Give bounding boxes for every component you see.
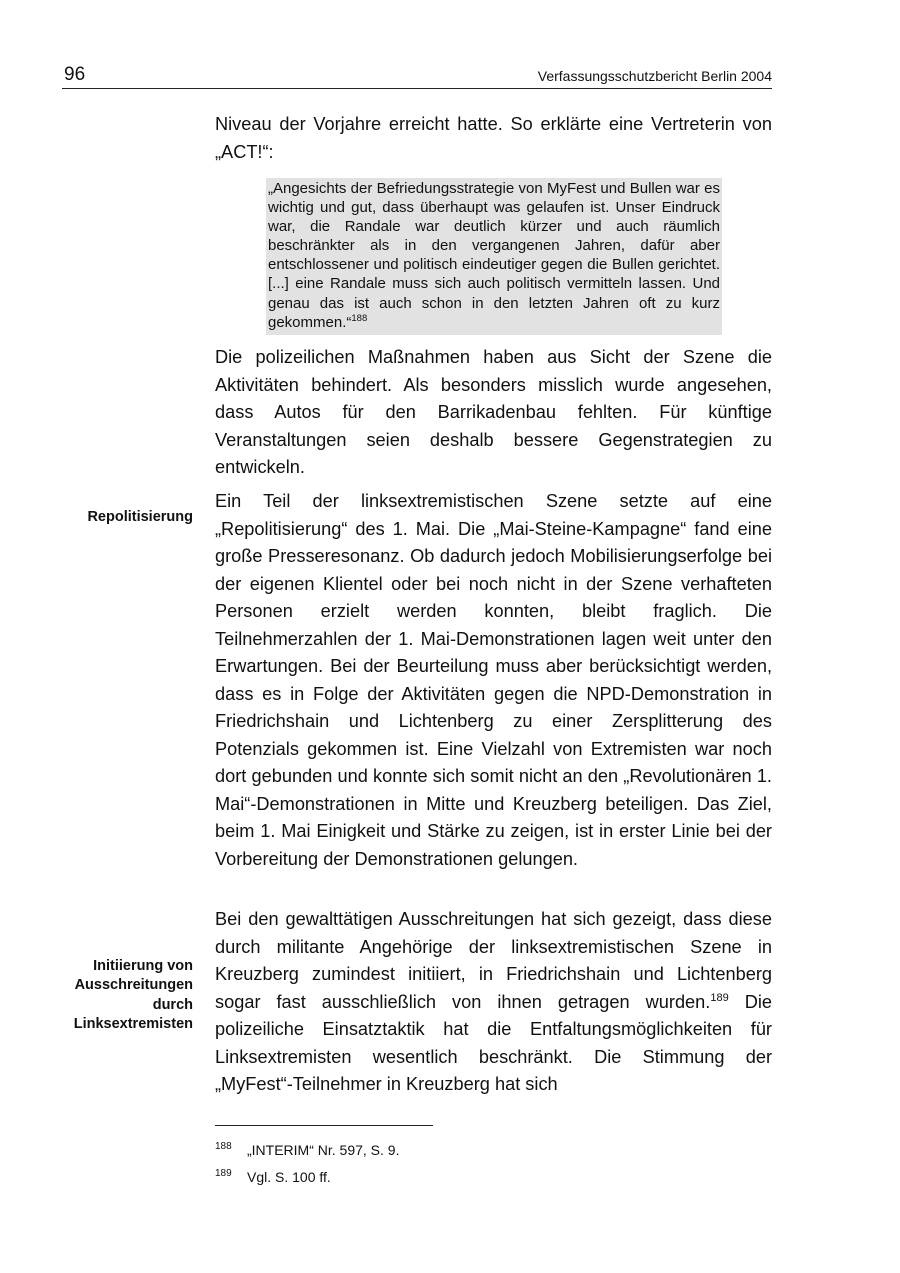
footnote-number: 188 [215,1141,232,1152]
margin-note-repolitisierung: Repolitisierung [87,509,193,525]
paragraph-text: Bei den gewalttätigen Ausschreitungen hat sich gezeigt, dass diese durch militante Angehörige der linksextremistischen Szene in Kreuzberg zumindest initiiert, in Friedrichshain und Lichtenberg sogar fast ausschließlich von ihnen getragen wurden. [215,909,772,1012]
paragraph-intro: Niveau der Vorjahre erreicht hatte. So erklärte eine Vertreterin von „ACT!“: [215,114,772,162]
footnote-188 [215,1141,399,1158]
paragraph-text: Die polizeiliche Einsatztaktik hat die Entfaltungsmöglichkeiten für Linksextremisten wesentlich beschränkt. Die Stimmung der „MyFest“-Teilnehmer in Kreuzberg hat sich [215,991,773,1094]
margin-note-line: durch [152,996,193,1013]
running-title: Verfassungsschutzbericht Berlin 2004 [537,68,772,84]
paragraph-repolitisierung: Ein Teil der linksextremistischen Szene setzte auf eine „Repolitisierung“ des 1. Mai. Die „Mai-Steine-Kampagne“ fand eine große Presseresonanz. Ob dadurch jedoch Mobilisierungserfolge bei der eigenen Klientel oder bei noch nicht in der Szene verhafteten Personen erzielt werden konnten, bleibt fraglich. Die Teilnehmerzahlen der 1. Mai-Demonstrationen lagen weit unter den Erwartungen. Bei der Beurteilung muss aber berücksichtigt werden, dass es in Folge der Aktivitäten gegen die NPD-Demonstration in Friedrichshain und Lichtenberg zu einer Zersplitterung des Potenzials gekommen ist. Eine Vielzahl von Extremisten war noch dort gebunden und konnte sich somit nicht an den „Revolutionären 1. Mai“-Demonstrationen in Mitte und Kreuzberg beteiligen. Das Ziel, beim 1. Mai Einigkeit und Stärke zu zeigen, ist in erster Linie bei der Vorbereitung der Demonstrationen gelungen. [215,491,772,869]
footnote-189 [215,1168,331,1185]
footnote-number: 189 [215,1168,232,1179]
footnote-ref-188: 188 [351,312,368,324]
page-header [62,62,772,89]
quote-text: „Angesichts der Befriedungsstrategie von MyFest und Bullen war es wichtig und gut, dass überhaupt was gelaufen ist. Unser Eindruck war, die Randale war deutlich kürzer und auch räumlich beschränkter als in den vergangenen Jahren, dafür aber entschlossener und politisch eindeutiger gegen die Bullen gerichtet. [...] eine Randale muss sich auch politisch vermitteln lassen. Und genau das ist auch schon in den letzten Jahren oft zu kurz gekommen.“ [268,180,720,331]
margin-note-line: Ausschreitungen [74,977,193,994]
paragraph-police-measures: Die polizeilichen Maßnahmen haben aus Sicht der Szene die Aktivitäten behindert. Als besonders misslich wurde angesehen, dass Autos für den Barrikadenbau fehlten. Für künftige Veranstaltungen seien deshalb bessere Gegenstrategien zu entwickeln. [215,347,772,477]
paragraph-ausschreitungen [215,906,772,1099]
footnote-text: Vgl. S. 100 ff. [247,1169,331,1185]
margin-note-line: Linksextremisten [73,1015,193,1032]
footnote-ref-189: 189 [710,991,729,1004]
margin-note-initiierung [74,957,193,1034]
footnote-text: „INTERIM“ Nr. 597, S. 9. [247,1142,400,1158]
margin-note-line: Initiierung von [93,958,193,974]
block-quote [266,178,722,335]
page-number: 96 [64,64,86,85]
footnote-separator [215,1125,433,1126]
